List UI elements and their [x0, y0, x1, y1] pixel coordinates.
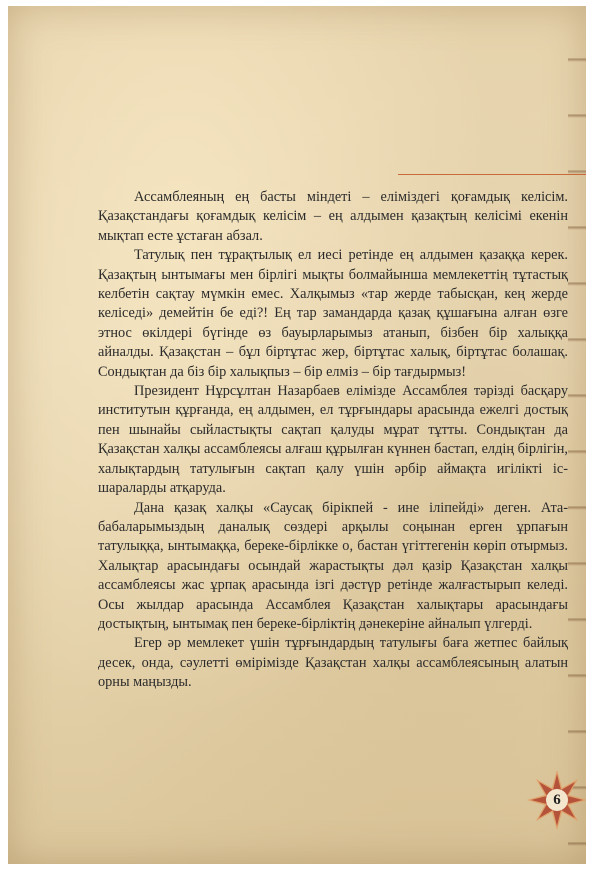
paragraph-5: Егер әр мемлекет үшін тұрғындардың татулығы баға жетпес байлық десек, онда, сәулетті өмірімізде Қазақстан халқы ассамблеясының алатын орны маңызды.: [98, 635, 568, 691]
paragraph-2: Татулық пен тұрақтылық ел иесі ретінде ең алдымен қазаққа керек. Қазақтың ынтымағы мен бірлігі мықты болмайынша мемлекеттің тұтастық келбетін сақтау мүмкін емес. Халқымыз «тар жерде табысқан, кең жерде келіседі» демейтін бе еді?! Ең тар замандарда қазақ құшағына алған өзге этнос өкілдері бүгінде өз бауырларымыз атанып, бізбен бір халыққа айналды. Қазақстан – бұл біртұтас жер, біртұтас халық, біртұтас болашақ. Сондықтан да біз бір халықпыз – бір елміз – бір тағдырмыз!: [98, 247, 568, 380]
paragraph-3: Президент Нұрсұлтан Назарбаев елімізде Ассамблея тәрізді басқару институтын құрғанда, ең алдымен, ел тұрғындары арасында ежелгі достық пен шынайы сыйластықты сақтап қалуды мұрат тұтты. Сондықтан да Қазақстан халқы ассамблеясы алғаш құрылған күннен бастап, елдің бірлігін, халықтардың татулығын сақтап қалу үшін әрбір аймақта игілікті іс-шараларды атқаруда.: [98, 383, 568, 497]
paragraph-1: Ассамблеяның ең басты міндеті – еліміздегі қоғамдық келісім. Қазақстандағы қоғамдық келісім – ең алдымен қазақтың келісімі екенін мықтап есте ұстаған абзал.: [98, 189, 568, 244]
page-number-badge: [527, 770, 586, 830]
page-number: 6: [553, 791, 561, 808]
body-text: [98, 188, 568, 693]
header-rule: [398, 174, 586, 175]
document-page: [8, 6, 586, 864]
page-edge: [568, 6, 586, 864]
paragraph-4: Дана қазақ халқы «Саусақ бірікпей - ине іліпейді» деген. Ата-бабаларымыздың даналық сөздері арқылы соңынан ерген ұрпағын татулыққа, ынтымаққа, береке-бірлікке о, бастан үгіттегенін көріп отырмыз. Халықтар арасындағы осындай жарастықты дәл қазір Қазақстан халқы ассамблеясы жас ұрпақ арасында ізгі дәстүр ретінде жалғастырып келеді. Осы жылдар арасында Ассамблея Қазақстан халықтары арасындағы достықтың, ынтымақ пен береке-бірліктің дәнекеріне айналып үлгерді.: [98, 499, 568, 632]
